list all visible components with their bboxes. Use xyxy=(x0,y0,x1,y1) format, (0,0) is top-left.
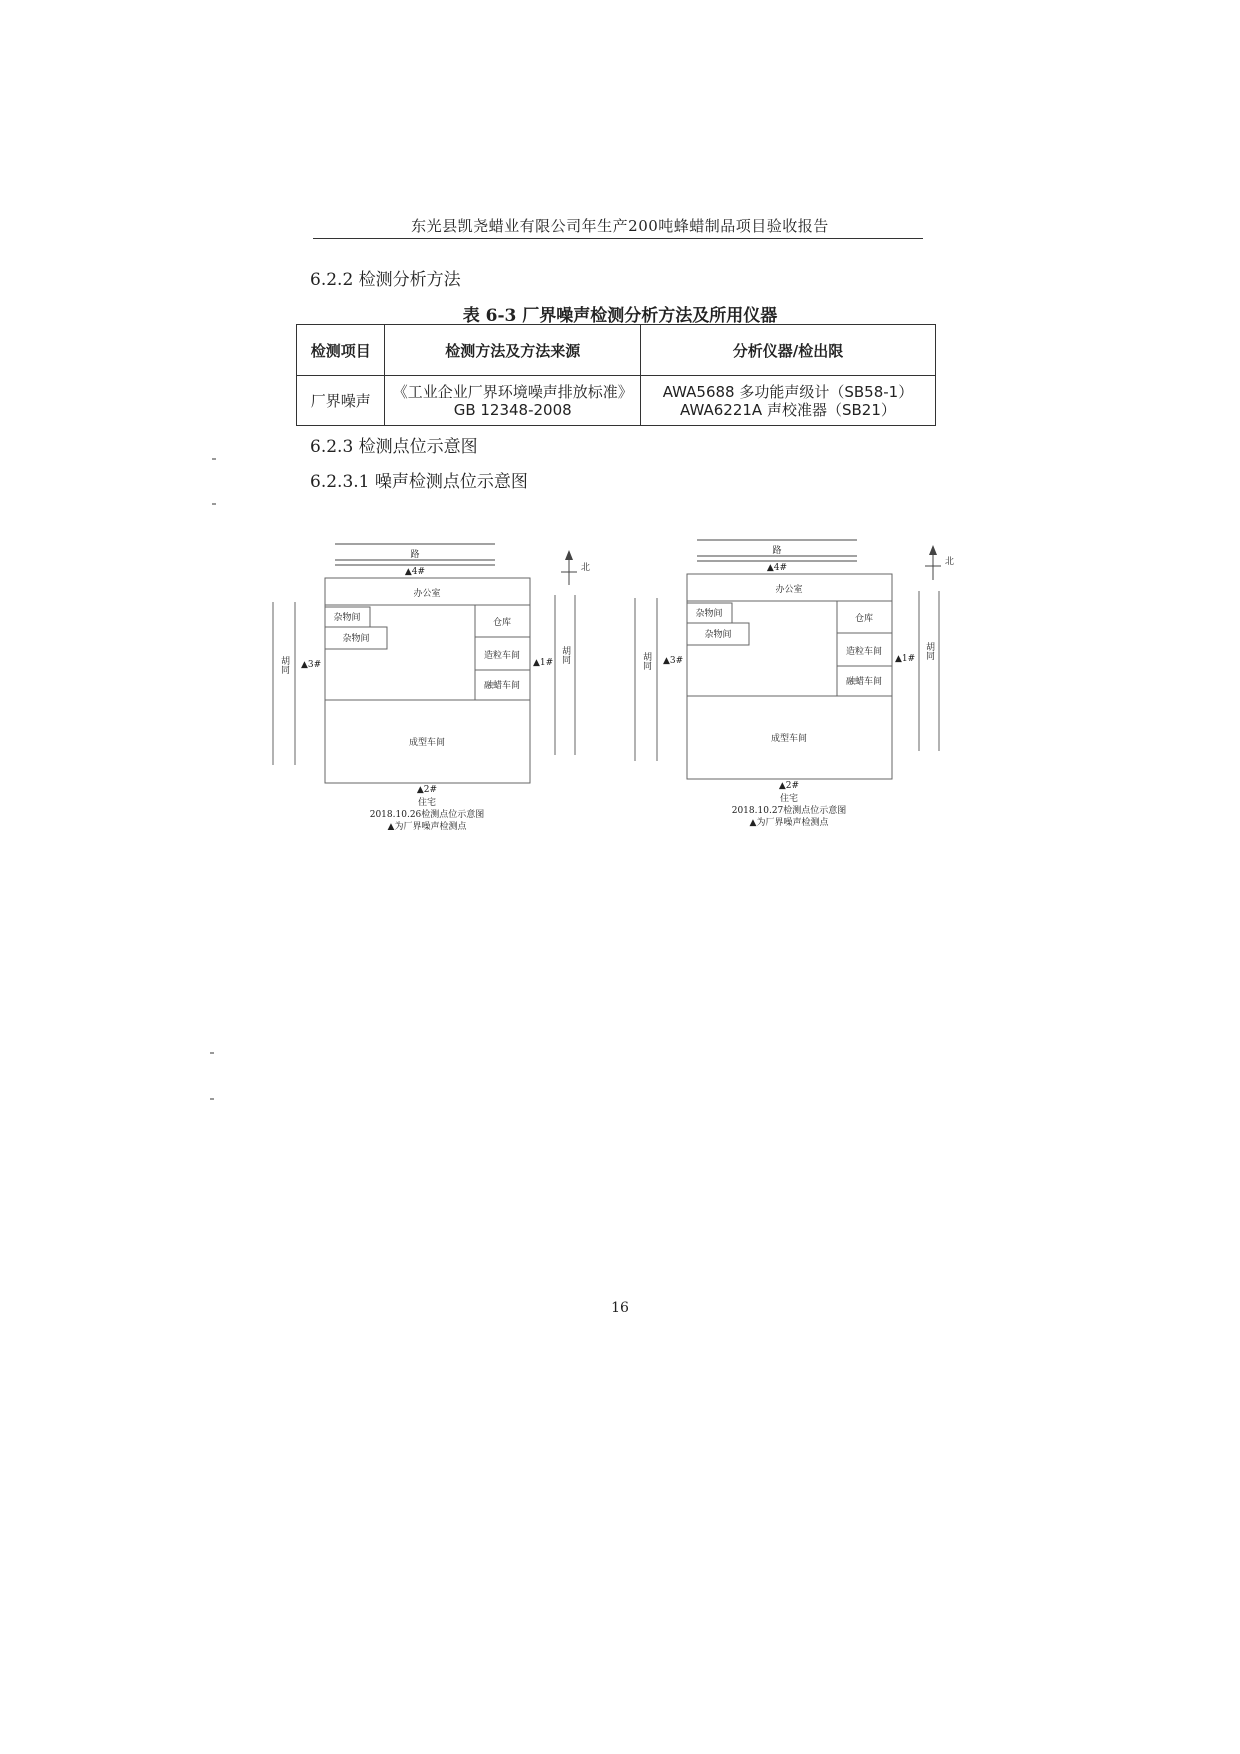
warehouse-label: 仓库 xyxy=(492,618,512,628)
section-heading-6-2-3: 6.2.3 检测点位示意图 xyxy=(310,437,478,457)
lane-right-label: 胡同 xyxy=(560,646,570,664)
granulation-workshop-label: 造粒车间 xyxy=(483,651,521,661)
lane-left-label: 胡同 xyxy=(641,652,651,670)
instrument-line: AWA6221A 声校准器（SB21） xyxy=(680,400,896,419)
header-rule xyxy=(313,238,923,239)
residence-label: 住宅 xyxy=(417,798,437,808)
noise-point-diagram-2 xyxy=(627,530,967,830)
method-table xyxy=(296,324,936,426)
lane-left-label: 胡同 xyxy=(279,656,289,674)
north-arrow-icon xyxy=(565,550,573,560)
table-cell-method xyxy=(385,376,640,426)
point-3: ▲3# xyxy=(663,656,684,666)
instrument-line: AWA5688 多功能声级计（SB58-1） xyxy=(662,382,914,401)
page-number: 16 xyxy=(611,1300,629,1316)
north-arrow-icon xyxy=(929,545,937,555)
scan-mark xyxy=(212,503,216,505)
granulation-workshop-label: 造粒车间 xyxy=(845,647,883,657)
storage-label: 杂物间 xyxy=(695,609,723,619)
warehouse-label: 仓库 xyxy=(854,614,874,624)
point-1: ▲1# xyxy=(533,658,554,668)
noise-point-diagram-1 xyxy=(265,530,605,830)
point-1: ▲1# xyxy=(895,654,916,664)
office-label: 办公室 xyxy=(775,585,803,595)
point-3: ▲3# xyxy=(301,660,322,670)
table-caption: 表 6-3 厂界噪声检测分析方法及所用仪器 xyxy=(462,306,778,326)
method-line: 《工业企业厂界环境噪声排放标准》 xyxy=(392,382,633,401)
road-label: 路 xyxy=(410,550,420,560)
wax-workshop-label: 融蜡车间 xyxy=(845,677,883,687)
scan-mark xyxy=(210,1098,214,1100)
table-cell-instrument xyxy=(640,376,935,426)
point-2: ▲2# xyxy=(416,785,438,795)
section-heading-6-2-3-1: 6.2.3.1 噪声检测点位示意图 xyxy=(310,472,528,492)
table-header-cell: 分析仪器/检出限 xyxy=(640,325,935,376)
storage-label: 杂物间 xyxy=(704,630,732,640)
storage-label: 杂物间 xyxy=(342,634,370,644)
table-row xyxy=(297,376,936,426)
diagram-legend: ▲为厂界噪声检测点 xyxy=(749,818,829,828)
lane-right-label: 胡同 xyxy=(924,642,934,660)
office-label: 办公室 xyxy=(413,589,441,599)
residence-label: 住宅 xyxy=(779,794,799,804)
molding-workshop-label: 成型车间 xyxy=(770,734,808,744)
scan-mark xyxy=(212,458,216,460)
storage-label: 杂物间 xyxy=(333,613,361,623)
table-header-row xyxy=(297,325,936,376)
point-2: ▲2# xyxy=(778,781,800,791)
north-label: 北 xyxy=(945,557,955,567)
wax-workshop-label: 融蜡车间 xyxy=(483,681,521,691)
document-header: 东光县凯尧蜡业有限公司年生产200吨蜂蜡制品项目验收报告 xyxy=(411,217,829,235)
table-header-cell: 检测项目 xyxy=(297,325,385,376)
table-cell-item: 厂界噪声 xyxy=(297,376,385,426)
diagram-caption: 2018.10.27检测点位示意图 xyxy=(731,806,847,816)
method-line: GB 12348-2008 xyxy=(453,400,572,419)
point-4: ▲4# xyxy=(404,567,426,577)
road-label: 路 xyxy=(772,546,782,556)
point-4: ▲4# xyxy=(766,563,788,573)
section-heading-6-2-2: 6.2.2 检测分析方法 xyxy=(310,270,461,290)
diagram-caption: 2018.10.26检测点位示意图 xyxy=(369,810,485,820)
scan-mark xyxy=(210,1052,214,1054)
table-header-cell: 检测方法及方法来源 xyxy=(385,325,640,376)
north-label: 北 xyxy=(581,563,591,573)
diagram-legend: ▲为厂界噪声检测点 xyxy=(387,822,467,830)
molding-workshop-label: 成型车间 xyxy=(408,738,446,748)
